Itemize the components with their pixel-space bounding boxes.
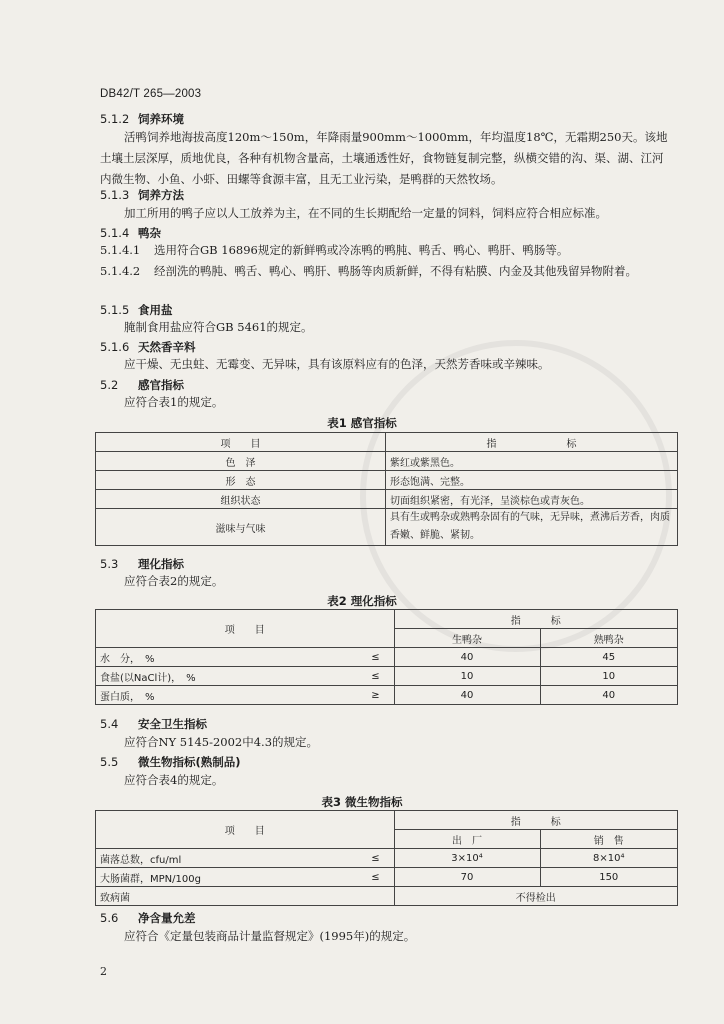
table-row: 项 目 指 标 [96,610,678,629]
paragraph-microbial: 应符合表4的规定。 [124,773,224,787]
section-5-5: 5.5 微生物指标(熟制品) [100,755,241,769]
paragraph-salt: 腌制食用盐应符合GB 5461的规定。 [124,320,313,334]
table-row: 项 目 指 标 [96,811,678,830]
table2-caption: 表2 理化指标 [327,594,397,608]
paragraph-safety: 应符合NY 5145-2002中4.3的规定。 [124,735,319,749]
section-5-1-6: 5.1.6 天然香辛料 [100,340,196,354]
paragraph-5-1-4-2: 5.1.4.2 经剖洗的鸭肫、鸭舌、鸭心、鸭肝、鸭肠等肉质新鲜，不得有粘膜、内金及其他残留异物附着。 [100,264,637,278]
table-row: 生鸭杂 熟鸭杂 [96,629,678,648]
table-row: 大肠菌群，MPN/100g ≤ 70 150 [96,868,678,887]
table-row: 形 态 形态饱满、完整。 [96,471,678,490]
table-row: 菌落总数，cfu/ml ≤ 3×10⁴ 8×10⁴ [96,849,678,868]
table-row: 色 泽 紫红或紫黑色。 [96,452,678,471]
table-row: 水 分， % ≤ 40 45 [96,648,678,667]
table1-head-item: 项 目 [96,433,386,452]
section-5-6: 5.6 净含量允差 [100,911,196,925]
table-row: 组织状态 切面组织紧密，有光泽，呈淡棕色或青灰色。 [96,490,678,509]
table1-caption: 表1 感官指标 [327,416,397,430]
table-sensory [95,432,678,546]
section-5-4: 5.4 安全卫生指标 [100,717,207,731]
paragraph-feeding-method: 加工所用的鸭子应以人工放养为主，在不同的生长期配给一定量的饲料，饲料应符合相应标准。 [124,206,607,220]
table-row: 出 厂 销 售 [96,830,678,849]
paragraph-physicochemical: 应符合表2的规定。 [124,574,224,588]
section-5-1-5: 5.1.5 食用盐 [100,303,173,317]
section-5-1-4: 5.1.4 鸭杂 [100,226,161,240]
table3-caption: 表3 微生物指标 [321,795,403,809]
section-5-2: 5.2 感官指标 [100,378,184,392]
table-microbial [95,810,678,906]
paragraph-5-1-4-1: 5.1.4.1 选用符合GB 16896规定的新鲜鸭或冷冻鸭的鸭肫、鸭舌、鸭心、鸭肝、鸭肠等。 [100,243,569,257]
table-row: 滋味与气味 具有生或鸭杂或熟鸭杂固有的气味，无异味，煮沸后芳香，肉质香嫩、鲜脆、紧韧。 [96,509,678,546]
table-physicochemical [95,609,678,705]
table1-head-index: 指 标 [386,433,678,452]
paragraph-sensory: 应符合表1的规定。 [124,395,224,409]
standard-code: DB42/T 265—2003 [100,88,202,100]
table-row: 食盐(以NaCl计)， % ≤ 10 10 [96,667,678,686]
section-5-1-2: 5.1.2 饲养环境 [100,112,184,126]
paragraph-net-content: 应符合《定量包装商品计量监督规定》(1995年)的规定。 [124,929,416,943]
paragraph-spices: 应干燥、无虫蛀、无霉变、无异味，具有该原料应有的色泽，天然芳香味或辛辣味。 [124,357,550,371]
section-5-3: 5.3 理化指标 [100,557,184,571]
paragraph-feeding-environment: 活鸭饲养地海拔高度120m～150m，年降雨量900mm～1000mm，年均温度18℃，无霜期250天。该地土壤土层深厚，质地优良，各种有机物含量高，土壤通透性好，食物链复制完整，纵横交错的沟、渠、湖、江河内微生物、小鱼、小虾、田螺等食源丰富，且无工业污染，是鸭群的天然牧场。 [100,130,668,186]
table-row: 致病菌 不得检出 [96,887,678,906]
table-row [96,433,678,452]
section-5-1-3: 5.1.3 饲养方法 [100,188,184,202]
table-row: 蛋白质， % ≥ 40 40 [96,686,678,705]
page-number: 2 [100,965,107,978]
